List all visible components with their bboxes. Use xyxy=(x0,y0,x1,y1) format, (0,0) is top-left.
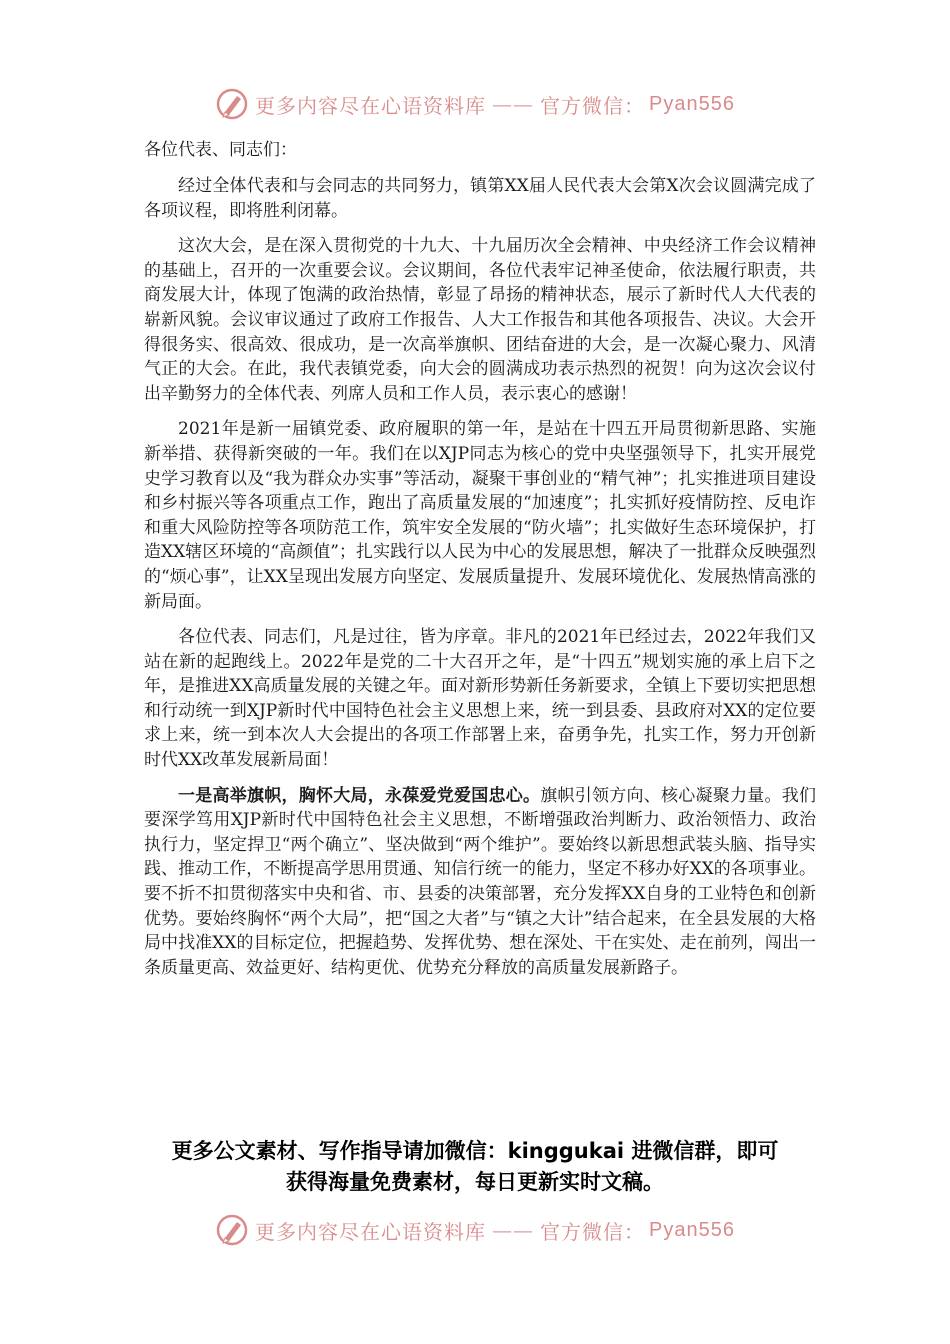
paragraph-2: 这次大会，是在深入贯彻党的十九大、十九届历次全会精神、中央经济工作会议精神的基础上，召开的一次重要会议。会议期间，各位代表牢记神圣使命，依法履行职责，共商发展大计，体现了饱满的政治热情，彰显了昂扬的精神状态，展示了新时代人大代表的崭新风貌。会议审议通过了政府工作报告、人大工作报告和其他各项报告、决议。大会开得很务实、很高效、很成功，是一次高举旗帜、团结奋进的大会，是一次凝心聚力、风清气正的大会。在此，我代表镇党委，向大会的圆满成功表示热烈的祝贺！向为这次会议付出辛勤努力的全体代表、列席人员和工作人员，表示衷心的感谢！ xyxy=(144,236,816,404)
paragraph-5-body: 旗帜引领方向、核心凝聚力量。我们要深学笃用XJP新时代中国特色社会主义思想，不断增强政治判断力、政治领悟力、政治执行力，坚定捍卫“两个确立”、坚决做到“两个维护”。要始终以新思想武装头脑、指导实践、推动工作，不断提高学思用贯通、知信行统一的能力，坚定不移办好XX的各项事业。要不折不扣贯彻落实中央和省、市、县委的决策部署，充分发挥XX自身的工业特色和创新优势。要始终胸怀“两个大局”，把“国之大者”与“镇之大计”结合起来，在全县发展的大格局中找准XX的目标定位，把握趋势、发挥优势、想在深处、干在实处、走在前列，闯出一条质量更高、效益更好、结构更优、优势充分释放的高质量发展新路子。 xyxy=(144,785,816,978)
paragraph-4: 各位代表、同志们，凡是过往，皆为序章。非凡的2021年已经过去，2022年我们又站在新的起跑线上。2022年是党的二十大召开之年，是“十四五”规划实施的承上启下之年，是推进XX高质量发展的关键之年。面对新形势新任务新要求，全镇上下要切实把思想和行动统一到XJP新时代中国特色社会主义思想上来，统一到县委、县政府对XX的定位要求上来，统一到本次人大会提出的各项工作部署上来，奋勇争先，扎实工作，努力开创新时代XX改革发展新局面！ xyxy=(144,627,816,771)
footer-watermark xyxy=(0,1210,950,1250)
watermark-handle: Pyan556 xyxy=(649,92,735,115)
watermark-handle: Pyan556 xyxy=(649,1218,735,1241)
watermark-text: 更多内容尽在心语资料库 xyxy=(255,1219,487,1244)
watermark-text: 更多内容尽在心语资料库 xyxy=(255,93,487,118)
paragraph-3: 2021年是新一届镇党委、政府履职的第一年，是站在十四五开局贯彻新思路、实施新举措、获得新突破的一年。我们在以XJP同志为核心的党中央坚强领导下，扎实开展党史学习教育以及“我为群众办实事”等活动，凝聚干事创业的“精气神”；扎实推进项目建设和乡村振兴等各项重点工作，跑出了高质量发展的“加速度”；扎实抓好疫情防控、反电诈和重大风险防控等各项防范工作，筑牢安全发展的“防火墙”；扎实做好生态环境保护，打造XX辖区环境的“高颜值”；扎实践行以人民为中心的发展思想，解决了一批群众反映强烈的“烦心事”，让XX呈现出发展方向坚定、发展质量提升、发展环境优化、发展热情高涨的新局面。 xyxy=(144,419,816,612)
promo-block xyxy=(0,1136,950,1198)
salutation: 各位代表、同志们： xyxy=(144,140,297,160)
paragraph-1: 经过全体代表和与会同志的共同努力，镇第XX届人民代表大会第X次会议圆满完成了各项议程，即将胜利闭幕。 xyxy=(144,176,816,221)
promo-line-1: 更多公文素材、写作指导请加微信：kinggukai 进微信群，即可 xyxy=(171,1139,779,1163)
pen-logo-icon xyxy=(215,87,249,121)
pen-logo-icon xyxy=(215,1213,249,1247)
document-body xyxy=(144,138,816,991)
watermark-official: 官方微信： xyxy=(540,93,646,118)
watermark-official: 官方微信： xyxy=(540,1219,646,1244)
paragraph-5 xyxy=(144,784,816,981)
promo-line-2: 获得海量免费素材，每日更新实时文稿。 xyxy=(286,1170,664,1194)
watermark-separator: —— xyxy=(492,1218,535,1242)
paragraph-5-lead: 一是高举旗帜，胸怀大局，永葆爱党爱国忠心。 xyxy=(178,785,541,806)
header-watermark xyxy=(0,84,950,124)
watermark-separator: —— xyxy=(492,92,535,116)
